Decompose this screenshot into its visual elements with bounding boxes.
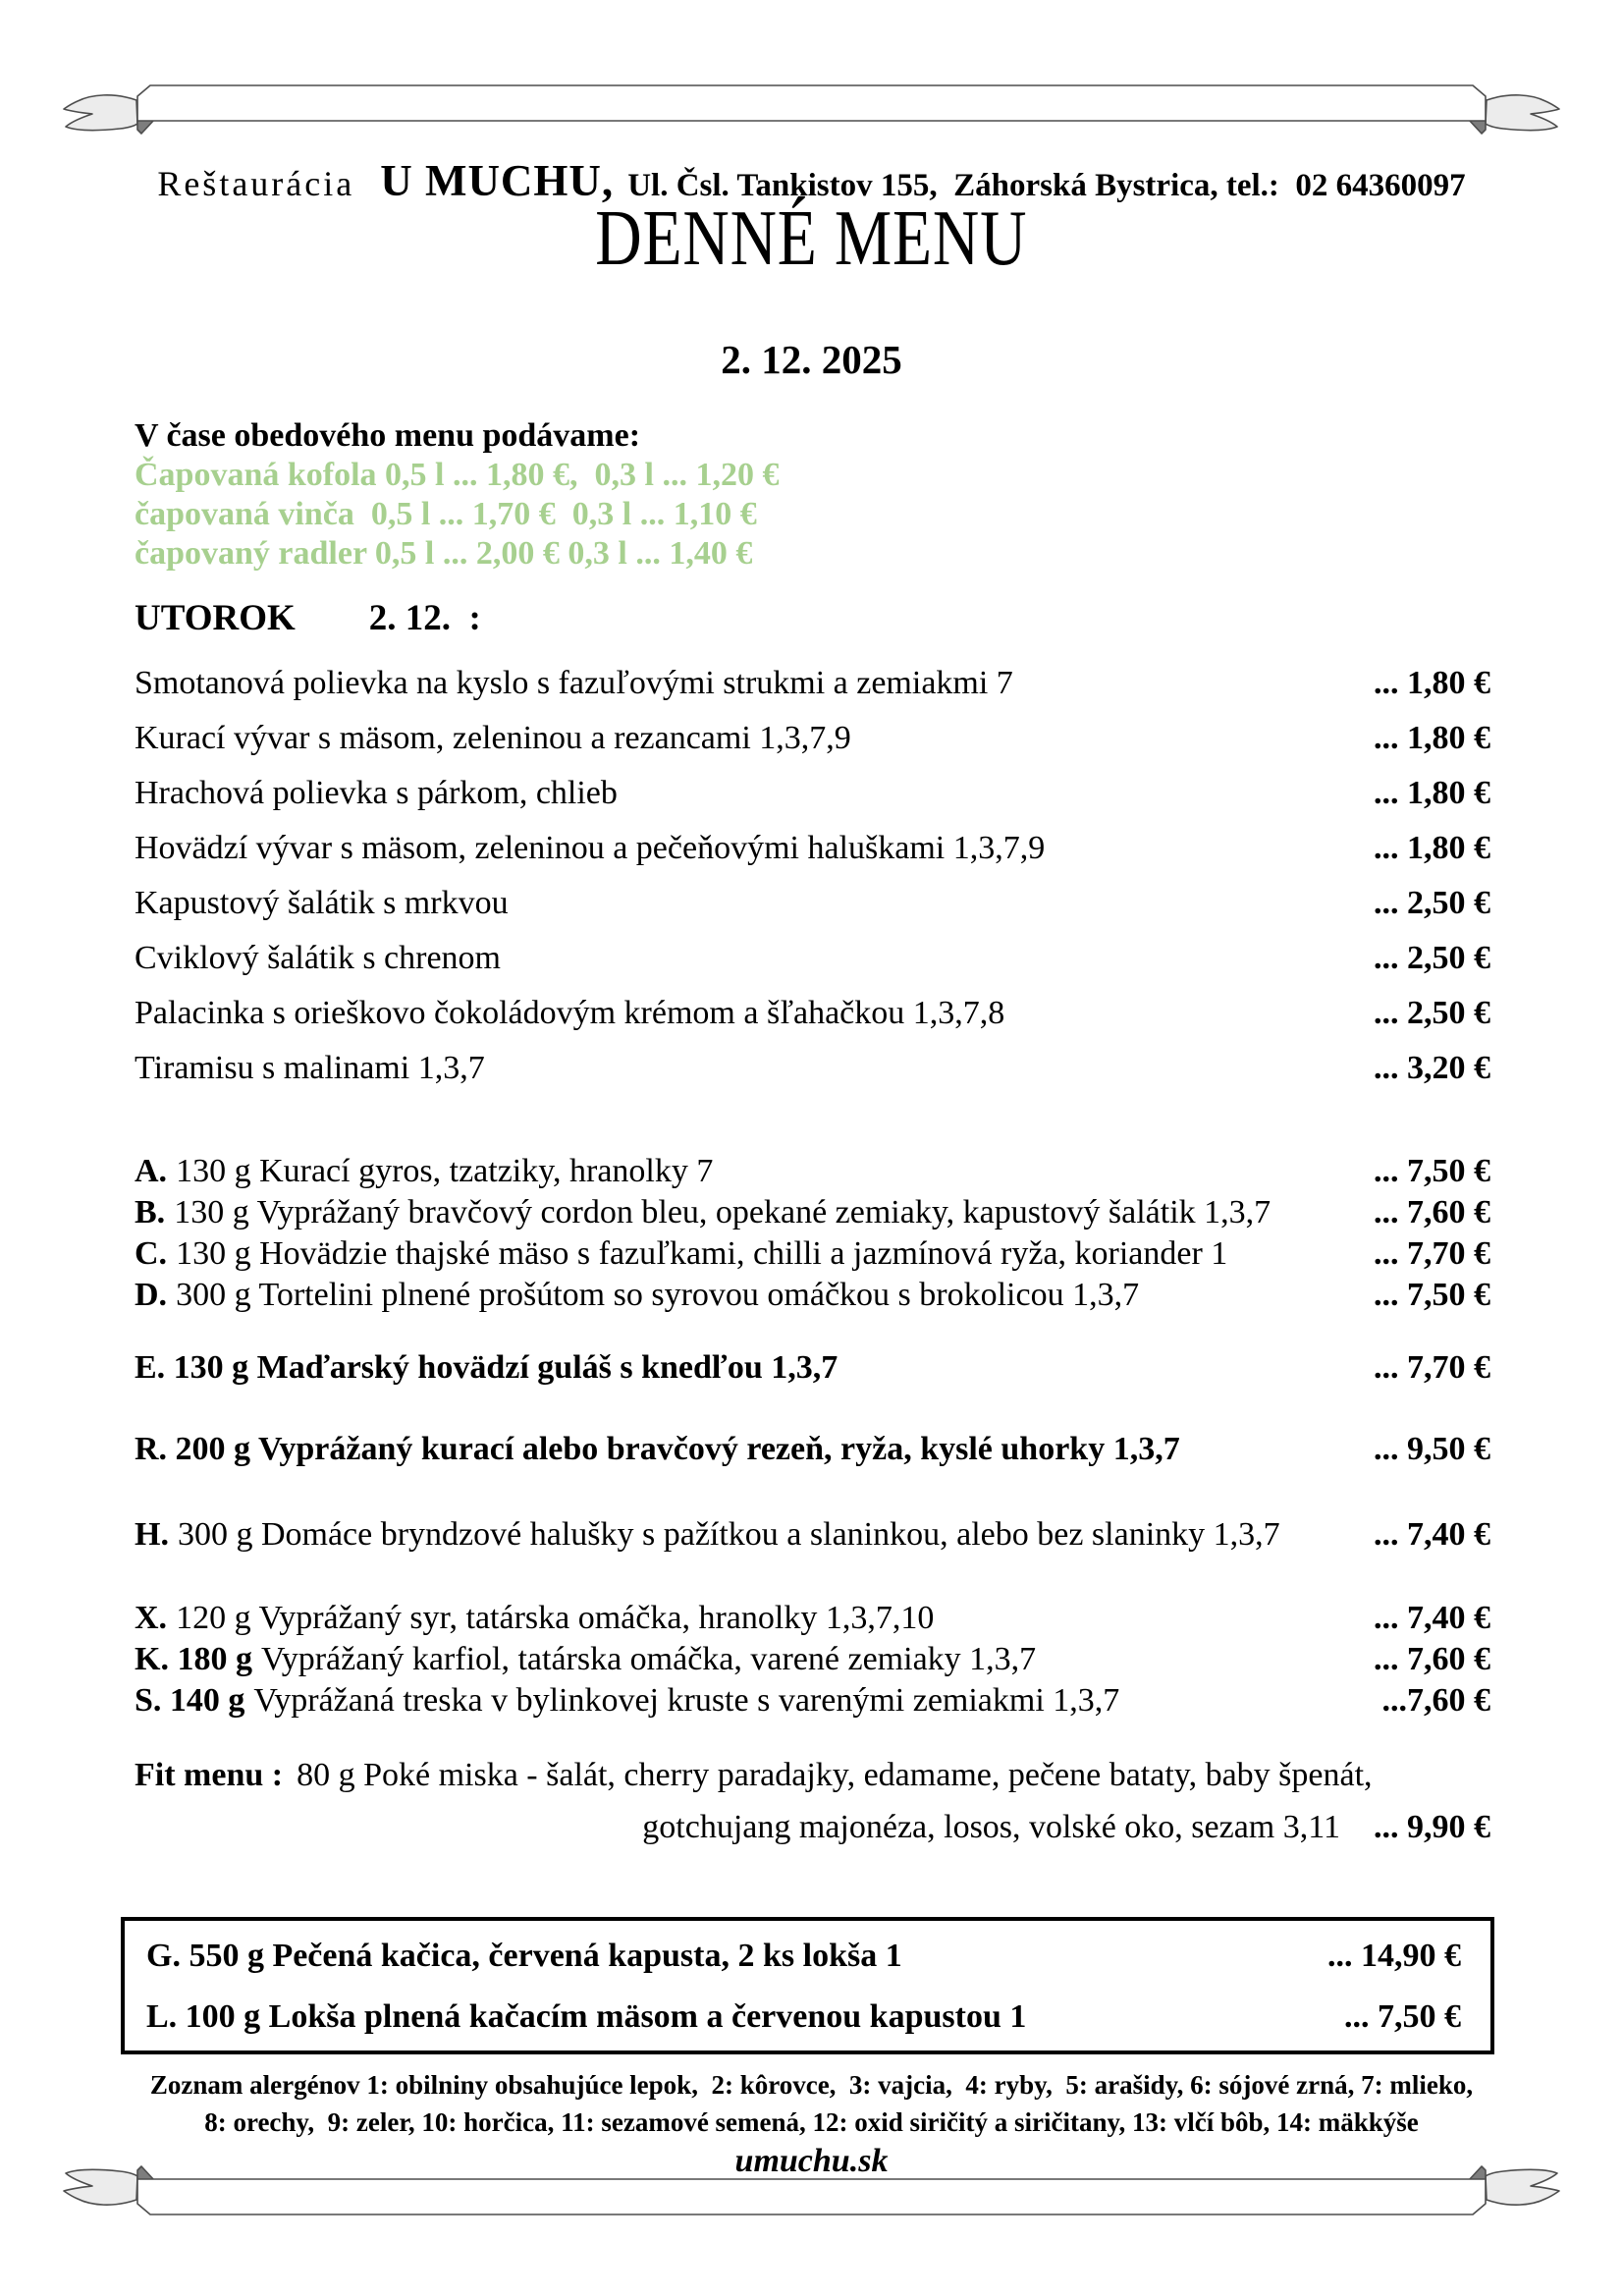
drink-line: čapovaný radler 0,5 l ... 2,00 € 0,3 l ... 1,40 €	[135, 535, 753, 572]
dish-price: ... 1,80 €	[1374, 720, 1490, 756]
dish-price: ... 7,60 €	[1374, 1194, 1490, 1230]
menu-row	[135, 1598, 1490, 1639]
menu-row	[135, 1151, 1490, 1192]
drinks-section	[135, 416, 1490, 574]
dish-name: Cviklový šalátik s chrenom	[135, 940, 502, 976]
restaurant-address: Ul. Čsl. Tankistov 155, Záhorská Bystrica, tel.: 02 64360097	[627, 168, 1466, 203]
dish-name: Vyprážaná treska v bylinkovej kruste s varenými zemiakmi 1,3,7	[253, 1682, 1120, 1719]
dish-name: E. 130 g Maďarský hovädzí guláš s knedľou 1,3,7	[135, 1349, 839, 1386]
dish-letter: H.	[135, 1516, 169, 1553]
drinks-heading: V čase obedového menu podávame:	[135, 417, 641, 454]
fit-menu-label: Fit menu :	[135, 1757, 284, 1793]
drink-line: Čapovaná kofola 0,5 l ... 1,80 €, 0,3 l ... 1,20 €	[135, 457, 780, 493]
menu-row	[135, 721, 1490, 756]
dish-name: Palacinka s orieškovo čokoládovým krémom a šľahačkou 1,3,7,8	[135, 995, 1005, 1031]
menu-row	[135, 666, 1490, 701]
dish-name: Kapustový šalátik s mrkvou	[135, 885, 509, 921]
fit-menu-section	[135, 1755, 1490, 1848]
dish-letter: A.	[135, 1153, 168, 1189]
restaurant-name: U MUCHU,	[380, 156, 615, 205]
fit-menu-line2	[135, 1807, 1490, 1848]
dish-price: ... 14,90 €	[1327, 1938, 1461, 1974]
website-link[interactable]: umuchu.sk	[731, 2143, 893, 2185]
allergens-line1: Zoznam alergénov 1: obilniny obsahujúce lepok, 2: kôrovce, 3: vajcia, 4: ryby, 5: arašidy, 6: sójové zrná, 7: mlieko,	[149, 2070, 1474, 2100]
dish-price: ... 7,40 €	[1374, 1600, 1490, 1636]
fit-menu-line1	[135, 1755, 1490, 1796]
dish-price: ... 9,50 €	[1374, 1431, 1490, 1467]
dish-price: ... 3,20 €	[1374, 1050, 1490, 1086]
menu-row	[135, 1680, 1490, 1722]
dish-letter: B.	[135, 1194, 166, 1230]
menu-row-h	[135, 1514, 1490, 1556]
dish-price: ... 2,50 €	[1374, 940, 1490, 976]
menu-row-r	[135, 1429, 1490, 1470]
daily-items-list	[135, 666, 1490, 1106]
ribbon-icon	[0, 2133, 1623, 2261]
dish-name: 300 g Domáce bryndzové halušky s pažítkou a slaninkou, alebo bez slaninky 1,3,7	[177, 1516, 1280, 1553]
dish-name: 130 g Vyprážaný bravčový cordon bleu, opekané zemiaky, kapustový šalátik 1,3,7	[174, 1194, 1271, 1230]
menu-row	[135, 941, 1490, 976]
dish-price: ... 7,70 €	[1374, 1349, 1490, 1386]
dish-name: Vyprážaný karfiol, tatárska omáčka, varené zemiaky 1,3,7	[260, 1641, 1037, 1677]
dish-price: ... 2,50 €	[1374, 885, 1490, 921]
dish-name: Smotanová polievka na kyslo s fazuľovými strukmi a zemiakmi 7	[135, 665, 1013, 701]
day-date: 2. 12. :	[368, 598, 481, 638]
dish-price: ... 7,70 €	[1374, 1235, 1490, 1272]
dish-price: ... 7,50 €	[1374, 1153, 1490, 1189]
top-ribbon-banner	[0, 39, 1623, 167]
title-wrap	[0, 196, 1623, 281]
menu-row	[135, 886, 1490, 921]
dish-price: ... 1,80 €	[1374, 830, 1490, 866]
dish-letter: K. 180 g	[135, 1641, 252, 1677]
mains-abcd-list	[135, 1151, 1490, 1316]
dish-price: ...7,60 €	[1381, 1682, 1490, 1719]
menu-row	[135, 776, 1490, 811]
menu-row	[135, 1275, 1490, 1316]
allergens-line2: 8: orechy, 9: zeler, 10: horčica, 11: sezamové semená, 12: oxid siričitý a siričitany, 13: vlčí bôb, 14: mäkkýše	[204, 2107, 1419, 2137]
menu-row	[135, 1192, 1490, 1233]
menu-row	[135, 996, 1490, 1031]
dish-name: 120 g Vyprážaný syr, tatárska omáčka, hranolky 1,3,7,10	[176, 1600, 935, 1636]
ribbon-icon	[0, 39, 1623, 167]
menu-row-e	[135, 1347, 1490, 1389]
menu-row	[146, 1997, 1461, 2037]
dish-price: ... 7,60 €	[1374, 1641, 1490, 1677]
dish-name: Hrachová polievka s párkom, chlieb	[135, 775, 618, 811]
menu-row	[135, 1639, 1490, 1680]
menu-date: 2. 12. 2025	[721, 337, 902, 382]
menu-row	[135, 1051, 1490, 1086]
drink-line: čapovaná vinča 0,5 l ... 1,70 € 0,3 l ... 1,10 €	[135, 496, 757, 532]
specials-box	[121, 1917, 1494, 2054]
dish-price: ... 7,50 €	[1344, 1998, 1461, 2035]
day-heading	[135, 597, 1490, 639]
dish-name: Hovädzí vývar s mäsom, zeleninou a pečeňovými haluškami 1,3,7,9	[135, 830, 1046, 866]
dish-letter: S. 140 g	[135, 1682, 245, 1719]
menu-row	[146, 1937, 1461, 1976]
dish-price: ... 7,40 €	[1374, 1516, 1490, 1553]
page-title: DENNÉ MENU	[595, 195, 1028, 282]
dish-price: ... 2,50 €	[1374, 995, 1490, 1031]
dish-name: Tiramisu s malinami 1,3,7	[135, 1050, 485, 1086]
dish-price: ... 1,80 €	[1374, 665, 1490, 701]
dish-name: 300 g Tortelini plnené prošútom so syrovou omáčkou s brokolicou 1,3,7	[176, 1277, 1140, 1313]
dish-price: ... 9,90 €	[1374, 1809, 1490, 1845]
dish-letter: X.	[135, 1600, 168, 1636]
dish-letter: C.	[135, 1235, 168, 1272]
restaurant-label: Reštaurácia	[157, 164, 355, 203]
mains-xks-list	[135, 1598, 1490, 1722]
dish-name: L. 100 g Lokša plnená kačacím mäsom a červenou kapustou 1	[146, 1998, 1027, 2035]
menu-row	[135, 1233, 1490, 1275]
dish-name: Kurací vývar s mäsom, zeleninou a rezancami 1,3,7,9	[135, 720, 851, 756]
fit-menu-text: gotchujang majonéza, losos, volské oko, sezam 3,11	[642, 1809, 1340, 1845]
menu-row	[135, 831, 1490, 866]
dish-name: R. 200 g Vyprážaný kurací alebo bravčový rezeň, ryža, kyslé uhorky 1,3,7	[135, 1431, 1180, 1467]
dish-price: ... 7,50 €	[1374, 1277, 1490, 1313]
allergens-section	[0, 2066, 1623, 2141]
dish-price: ... 1,80 €	[1374, 775, 1490, 811]
dish-name: 130 g Hovädzie thajské mäso s fazuľkami, chilli a jazmínová ryža, koriander 1	[176, 1235, 1228, 1272]
fit-menu-text: 80 g Poké miska - šalát, cherry paradajky, edamame, pečene bataty, baby špenát,	[297, 1757, 1373, 1793]
day-name: UTOROK	[135, 598, 296, 638]
bottom-ribbon-banner	[0, 2133, 1623, 2261]
dish-name: 130 g Kurací gyros, tzatziky, hranolky 7	[176, 1153, 714, 1189]
dish-letter: D.	[135, 1277, 168, 1313]
dish-name: G. 550 g Pečená kačica, červená kapusta, 2 ks lokša 1	[146, 1938, 902, 1974]
